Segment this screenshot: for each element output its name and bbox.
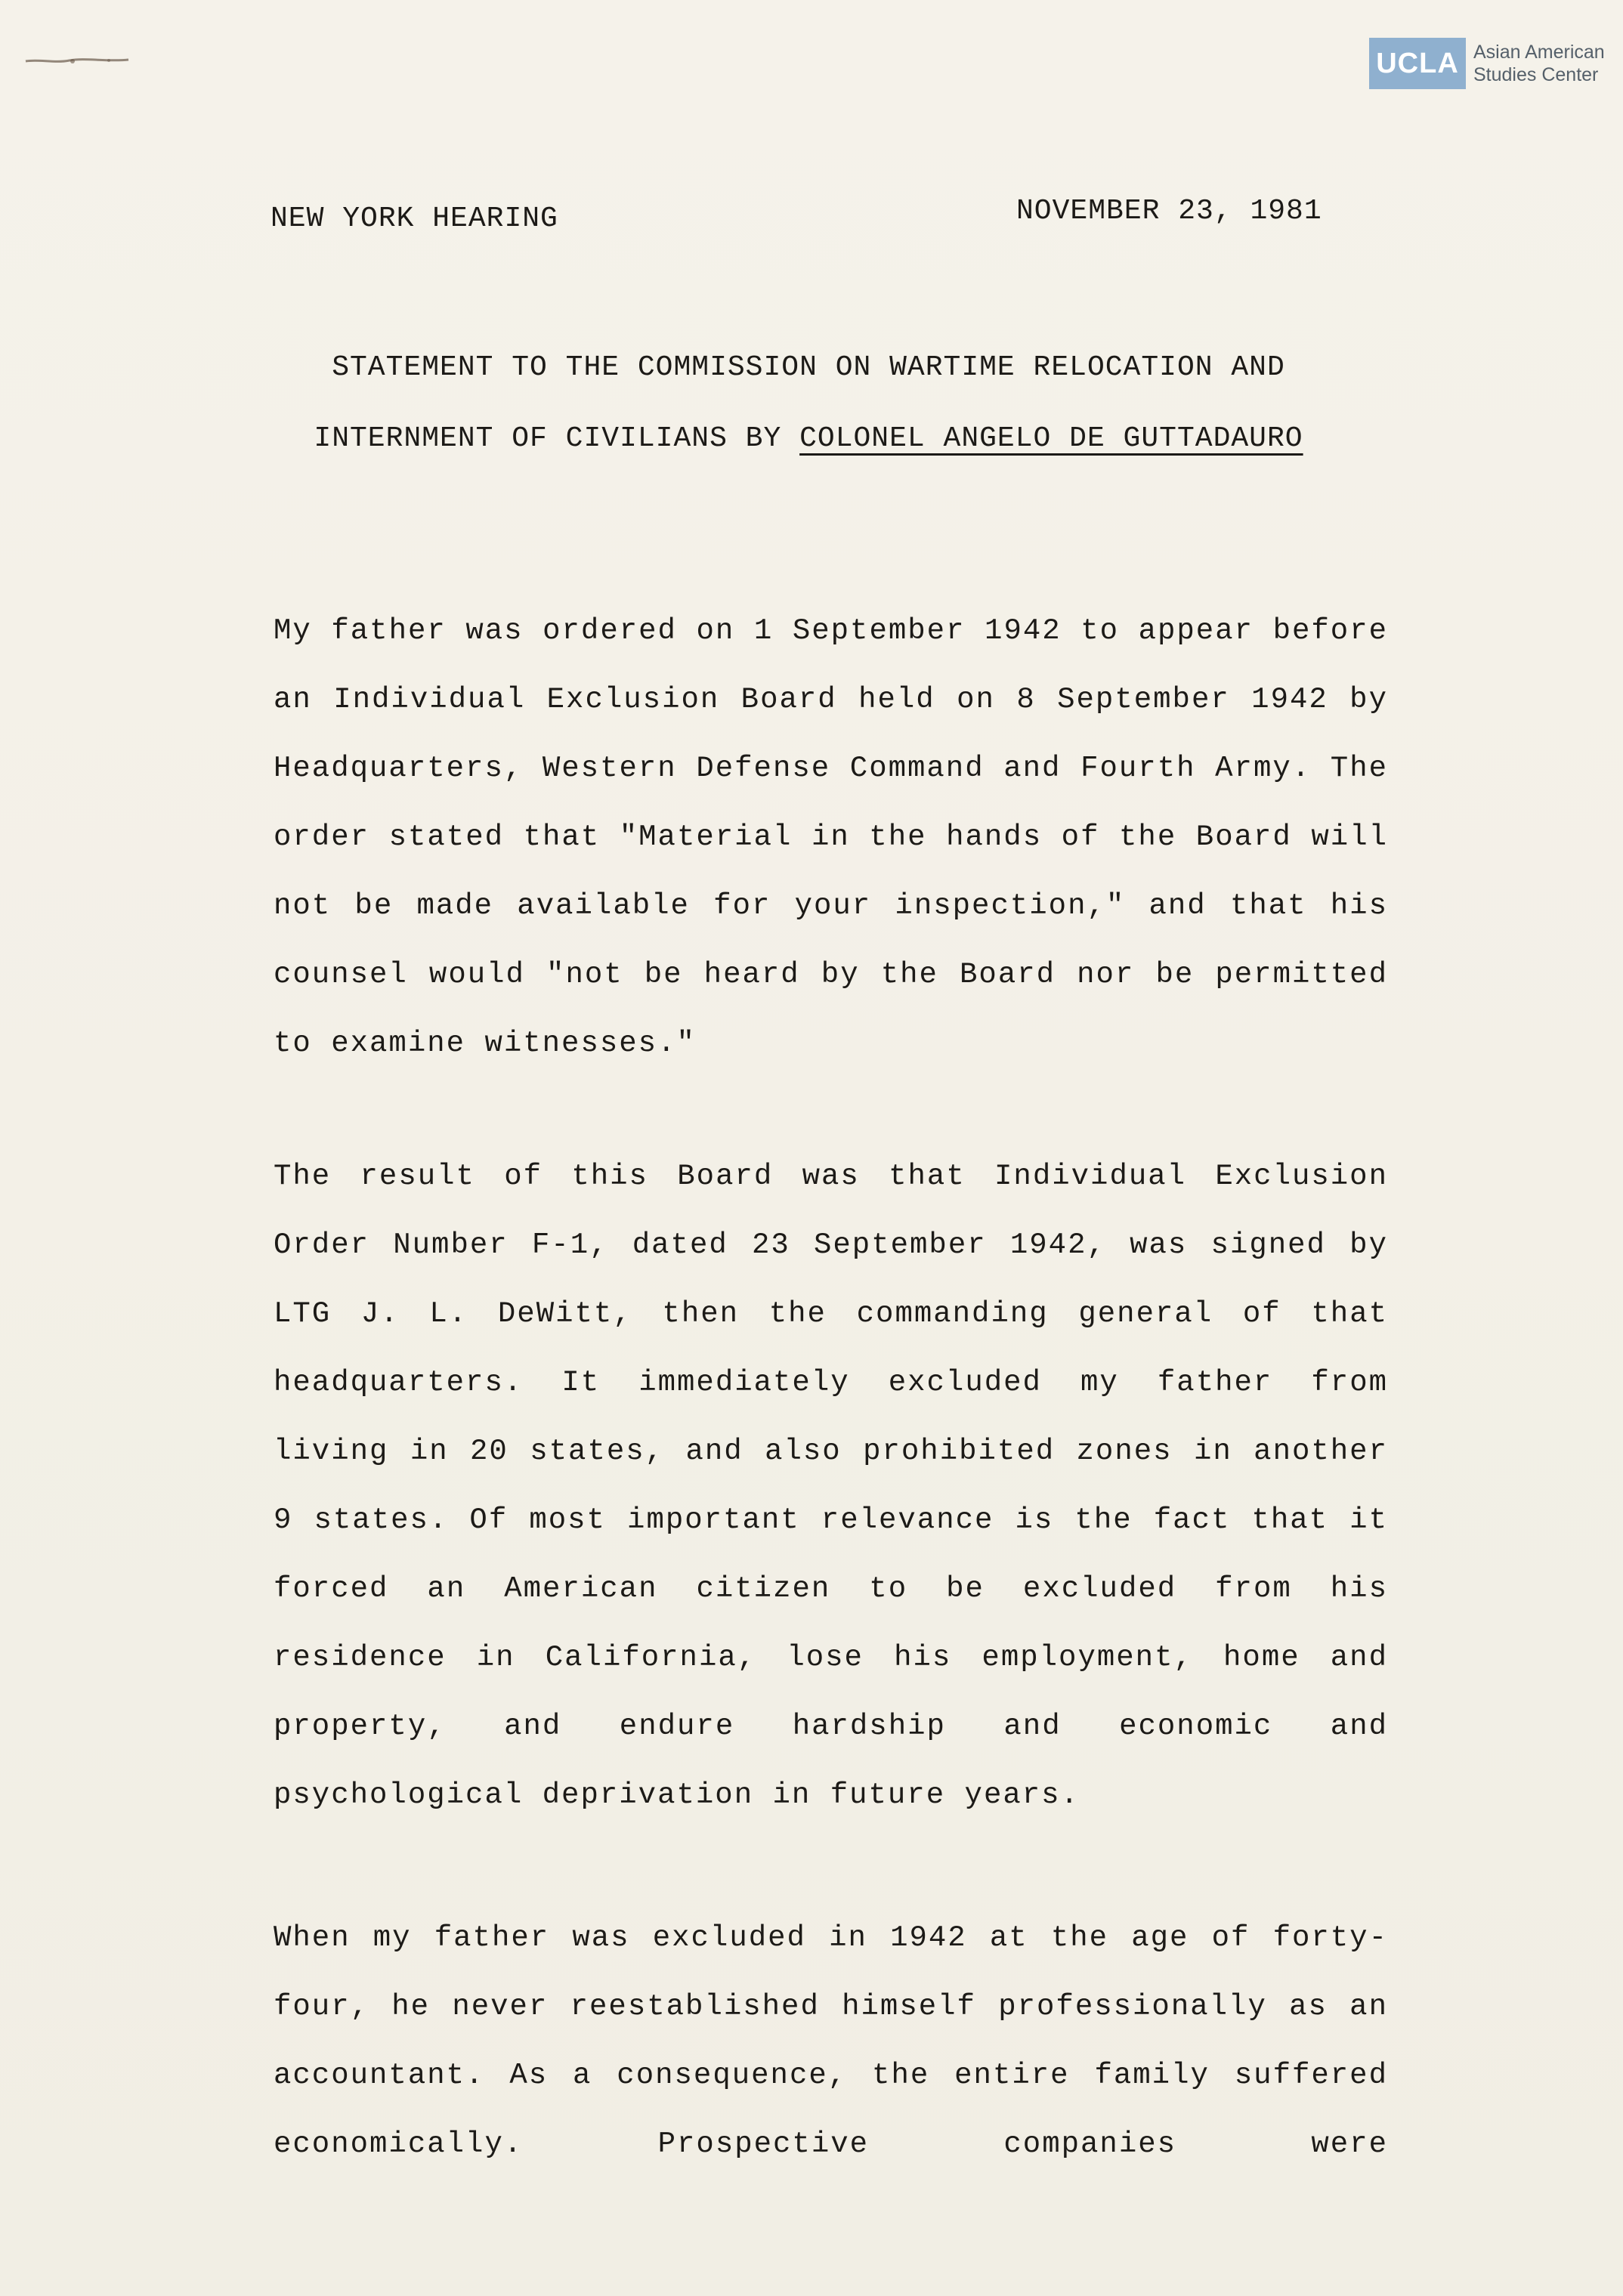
paragraph-1: My father was ordered on 1 September 1942 to appear before an Individual Exclusion Board held on 8 September 1942 by Headquarters, Western Defense Command and Fourth Army. The order stated that "Material in the hands of the Board will not be made available for your inspection," and that his counsel would "not be heard by the Board nor be permitted to examine witnesses." bbox=[274, 614, 1388, 1060]
hearing-location: NEW YORK HEARING bbox=[270, 202, 558, 235]
logo-caption-line2: Studies Center bbox=[1473, 64, 1599, 85]
author-name: COLONEL ANGELO DE GUTTADAURO bbox=[799, 422, 1303, 455]
logo-caption bbox=[1473, 41, 1605, 86]
ucla-aasc-logo bbox=[1369, 38, 1609, 89]
paragraph-3: When my father was excluded in 1942 at the age of forty-four, he never reestablished himself professionally as an accountant. As a consequence, the entire family suffered economically. Prospective companies were bbox=[274, 1921, 1388, 2161]
title-line-1: STATEMENT TO THE COMMISSION ON WARTIME RELOCATION AND bbox=[332, 351, 1285, 384]
ink-smudge bbox=[24, 56, 130, 66]
hearing-date: NOVEMBER 23, 1981 bbox=[1016, 195, 1322, 227]
statement-title bbox=[272, 332, 1345, 474]
paragraph-2: The result of this Board was that Individual Exclusion Order Number F-1, dated 23 September 1942, was signed by LTG J. L. DeWitt, then the commanding general of that headquarters. It immediately excluded my father from living in 20 states, and also prohibited zones in another 9 states. Of most important relevance is the fact that it forced an American citizen to be excluded from his residence in California, lose his employment, home and property, and endure hardship and economic and psychological deprivation in future years. bbox=[274, 1160, 1388, 1812]
title-line-2-prefix: INTERNMENT OF CIVILIANS BY bbox=[314, 422, 800, 455]
title-line-2 bbox=[272, 403, 1345, 474]
ucla-logo-mark: UCLA bbox=[1369, 38, 1466, 89]
logo-caption-line1: Asian American bbox=[1473, 42, 1605, 63]
